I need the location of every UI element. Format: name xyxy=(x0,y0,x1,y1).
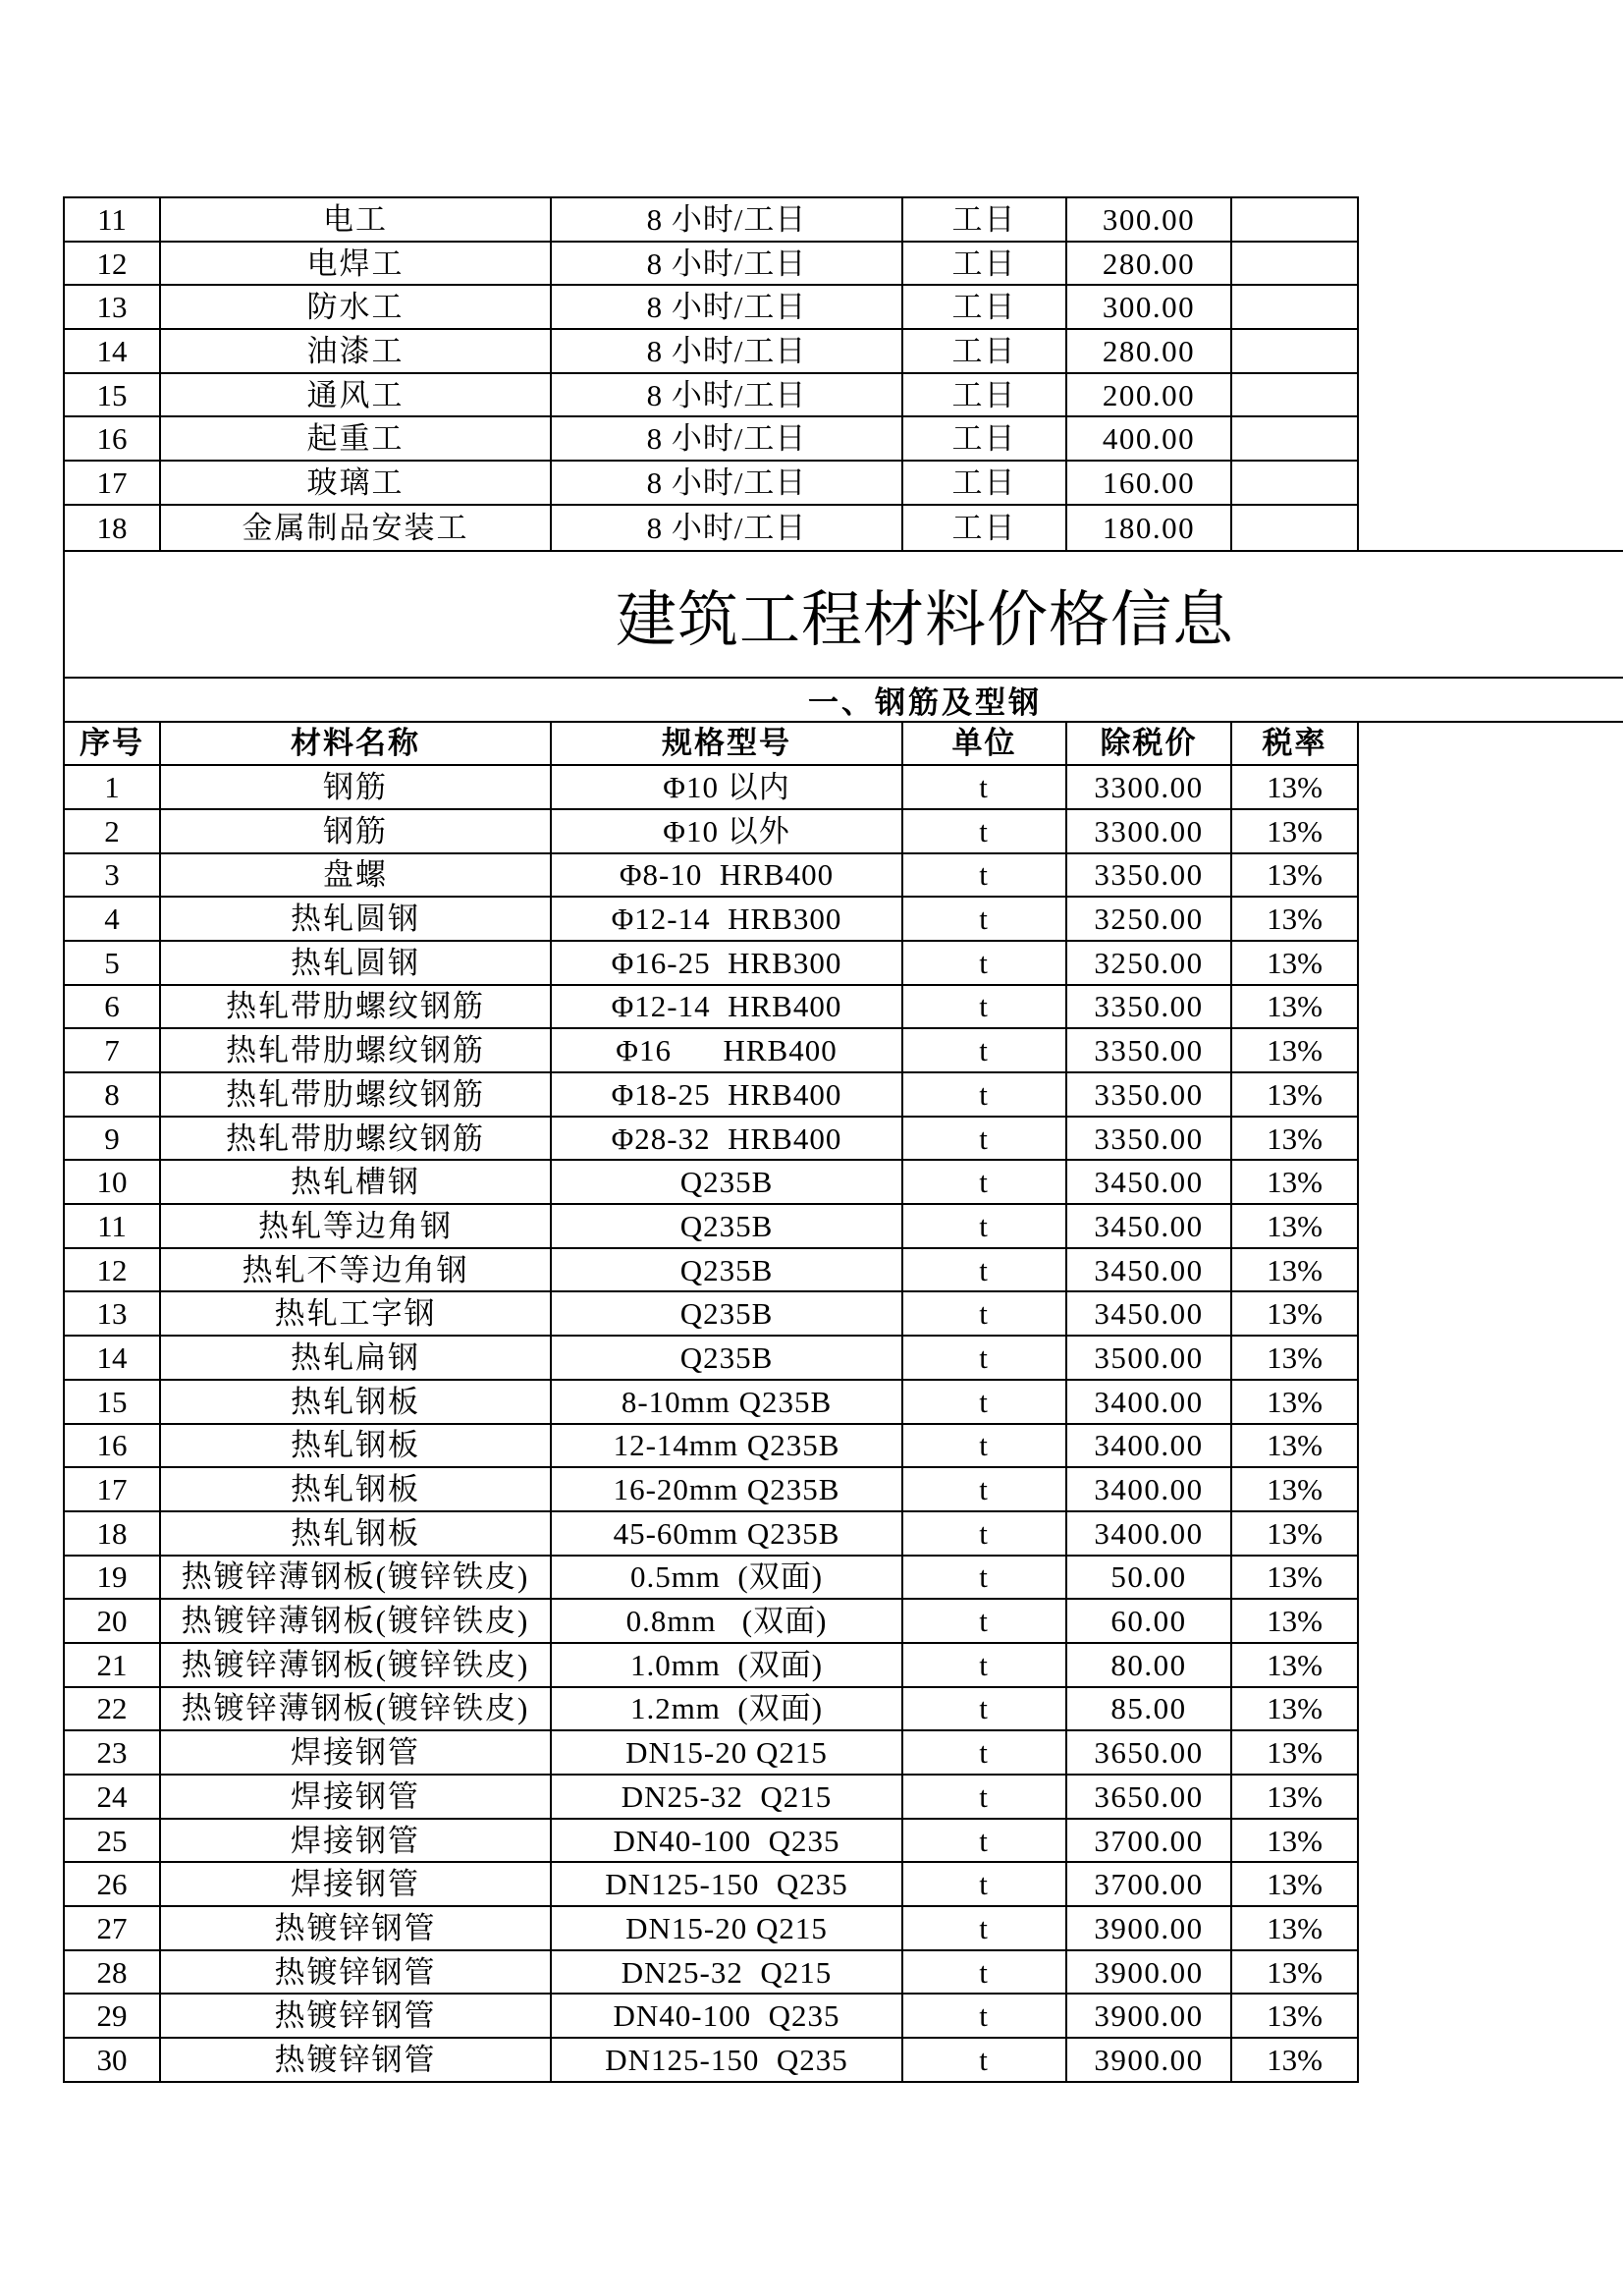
material-row xyxy=(65,1512,1359,1557)
tax-rate xyxy=(1232,198,1359,243)
price: 400.00 xyxy=(1067,417,1232,462)
work-type-name: 电焊工 xyxy=(161,243,552,287)
price: 300.00 xyxy=(1067,286,1232,330)
material-row xyxy=(65,898,1359,942)
spec: Φ18-25 HRB400 xyxy=(552,1073,903,1118)
tax-rate: 13% xyxy=(1232,2039,1359,2083)
unit: 工日 xyxy=(903,506,1067,550)
row-number: 6 xyxy=(65,986,161,1030)
price: 3450.00 xyxy=(1067,1205,1232,1249)
unit: t xyxy=(903,1644,1067,1688)
price: 3650.00 xyxy=(1067,1776,1232,1820)
unit: t xyxy=(903,1249,1067,1293)
material-row xyxy=(65,1951,1359,1995)
material-name: 钢筋 xyxy=(161,810,552,854)
row-number: 30 xyxy=(65,2039,161,2083)
tax-rate: 13% xyxy=(1232,1205,1359,1249)
material-row xyxy=(65,1600,1359,1644)
unit: t xyxy=(903,1995,1067,2039)
material-name: 热轧钢板 xyxy=(161,1381,552,1425)
header-row-number: 序号 xyxy=(65,723,161,767)
tax-rate: 13% xyxy=(1232,986,1359,1030)
price: 3700.00 xyxy=(1067,1820,1232,1864)
spec: 0.5mm (双面) xyxy=(552,1557,903,1601)
labor-row xyxy=(65,243,1359,287)
price: 3900.00 xyxy=(1067,1907,1232,1951)
row-number: 1 xyxy=(65,766,161,810)
price: 3350.00 xyxy=(1067,1029,1232,1073)
price: 280.00 xyxy=(1067,330,1232,374)
tax-rate xyxy=(1232,374,1359,418)
price: 3400.00 xyxy=(1067,1468,1232,1512)
tax-rate: 13% xyxy=(1232,1292,1359,1337)
material-name: 热轧带肋螺纹钢筋 xyxy=(161,1029,552,1073)
spec: 8 小时/工日 xyxy=(552,374,903,418)
material-name: 热镀锌薄钢板(镀锌铁皮) xyxy=(161,1688,552,1732)
material-name: 热轧槽钢 xyxy=(161,1161,552,1205)
spec: DN25-32 Q215 xyxy=(552,1951,903,1995)
tax-rate: 13% xyxy=(1232,1029,1359,1073)
material-name: 热轧钢板 xyxy=(161,1425,552,1469)
work-type-name: 防水工 xyxy=(161,286,552,330)
spec: Φ12-14 HRB300 xyxy=(552,898,903,942)
header-tax-rate: 税率 xyxy=(1232,723,1359,767)
material-name: 热镀锌钢管 xyxy=(161,1907,552,1951)
unit: t xyxy=(903,766,1067,810)
spec: Q235B xyxy=(552,1205,903,1249)
unit: t xyxy=(903,1557,1067,1601)
price: 3500.00 xyxy=(1067,1337,1232,1381)
material-name: 焊接钢管 xyxy=(161,1776,552,1820)
unit: t xyxy=(903,854,1067,899)
header-unit: 单位 xyxy=(903,723,1067,767)
tax-rate xyxy=(1232,330,1359,374)
tax-rate: 13% xyxy=(1232,1951,1359,1995)
row-number: 18 xyxy=(65,1512,161,1557)
labor-row xyxy=(65,198,1359,243)
row-number: 17 xyxy=(65,1468,161,1512)
tax-rate: 13% xyxy=(1232,1425,1359,1469)
material-row xyxy=(65,2039,1359,2083)
row-number: 5 xyxy=(65,942,161,986)
material-price-table xyxy=(63,723,1359,2083)
row-number: 8 xyxy=(65,1073,161,1118)
tax-rate: 13% xyxy=(1232,1731,1359,1776)
row-number: 16 xyxy=(65,1425,161,1469)
price: 3700.00 xyxy=(1067,1863,1232,1907)
tax-rate: 13% xyxy=(1232,898,1359,942)
labor-row xyxy=(65,462,1359,506)
tax-rate: 13% xyxy=(1232,1381,1359,1425)
row-number: 3 xyxy=(65,854,161,899)
tax-rate: 13% xyxy=(1232,1907,1359,1951)
material-row xyxy=(65,766,1359,810)
row-number: 26 xyxy=(65,1863,161,1907)
price: 3350.00 xyxy=(1067,1118,1232,1162)
spec: Q235B xyxy=(552,1337,903,1381)
labor-row xyxy=(65,286,1359,330)
material-row xyxy=(65,1468,1359,1512)
spec: 8 小时/工日 xyxy=(552,286,903,330)
price: 3300.00 xyxy=(1067,810,1232,854)
spec: Φ10 以内 xyxy=(552,766,903,810)
price: 3250.00 xyxy=(1067,942,1232,986)
material-name: 焊接钢管 xyxy=(161,1863,552,1907)
row-number: 13 xyxy=(65,1292,161,1337)
price: 50.00 xyxy=(1067,1557,1232,1601)
section-title: 一、钢筋及型钢 xyxy=(63,679,1623,723)
unit: t xyxy=(903,1337,1067,1381)
row-number: 16 xyxy=(65,417,161,462)
material-name: 热轧圆钢 xyxy=(161,898,552,942)
labor-row xyxy=(65,417,1359,462)
unit: t xyxy=(903,898,1067,942)
price: 3400.00 xyxy=(1067,1425,1232,1469)
material-row xyxy=(65,1073,1359,1118)
tax-rate xyxy=(1232,506,1359,550)
material-name: 热镀锌钢管 xyxy=(161,1995,552,2039)
material-name: 热轧钢板 xyxy=(161,1468,552,1512)
tax-rate: 13% xyxy=(1232,766,1359,810)
row-number: 12 xyxy=(65,1249,161,1293)
tax-rate: 13% xyxy=(1232,1820,1359,1864)
price: 3450.00 xyxy=(1067,1161,1232,1205)
price-document xyxy=(63,196,1623,2083)
spec: Q235B xyxy=(552,1161,903,1205)
spec: DN40-100 Q235 xyxy=(552,1820,903,1864)
material-row xyxy=(65,1644,1359,1688)
unit: t xyxy=(903,986,1067,1030)
material-name: 热轧扁钢 xyxy=(161,1337,552,1381)
unit: t xyxy=(903,1161,1067,1205)
row-number: 28 xyxy=(65,1951,161,1995)
unit: t xyxy=(903,1907,1067,1951)
spec: 8 小时/工日 xyxy=(552,417,903,462)
row-number: 19 xyxy=(65,1557,161,1601)
row-number: 7 xyxy=(65,1029,161,1073)
row-number: 24 xyxy=(65,1776,161,1820)
spec: 0.8mm (双面) xyxy=(552,1600,903,1644)
unit: t xyxy=(903,1688,1067,1732)
unit: 工日 xyxy=(903,330,1067,374)
tax-rate: 13% xyxy=(1232,1337,1359,1381)
unit: 工日 xyxy=(903,374,1067,418)
row-number: 9 xyxy=(65,1118,161,1162)
unit: 工日 xyxy=(903,243,1067,287)
unit: 工日 xyxy=(903,198,1067,243)
price: 300.00 xyxy=(1067,198,1232,243)
row-number: 14 xyxy=(65,1337,161,1381)
spec: Φ12-14 HRB400 xyxy=(552,986,903,1030)
work-type-name: 起重工 xyxy=(161,417,552,462)
row-number: 11 xyxy=(65,198,161,243)
unit: t xyxy=(903,1073,1067,1118)
unit: t xyxy=(903,2039,1067,2083)
unit: t xyxy=(903,1425,1067,1469)
price: 3400.00 xyxy=(1067,1381,1232,1425)
price: 3400.00 xyxy=(1067,1512,1232,1557)
unit: t xyxy=(903,810,1067,854)
price: 3350.00 xyxy=(1067,1073,1232,1118)
spec: DN25-32 Q215 xyxy=(552,1776,903,1820)
material-row xyxy=(65,1029,1359,1073)
work-type-name: 金属制品安装工 xyxy=(161,506,552,550)
row-number: 2 xyxy=(65,810,161,854)
price: 160.00 xyxy=(1067,462,1232,506)
document-title: 建筑工程材料价格信息 xyxy=(63,550,1623,679)
header-material-name: 材料名称 xyxy=(161,723,552,767)
tax-rate: 13% xyxy=(1232,1118,1359,1162)
tax-rate xyxy=(1232,286,1359,330)
labor-row xyxy=(65,330,1359,374)
work-type-name: 油漆工 xyxy=(161,330,552,374)
material-row xyxy=(65,1118,1359,1162)
material-row xyxy=(65,1995,1359,2039)
tax-rate: 13% xyxy=(1232,854,1359,899)
price: 85.00 xyxy=(1067,1688,1232,1732)
material-row xyxy=(65,1381,1359,1425)
material-name: 热镀锌薄钢板(镀锌铁皮) xyxy=(161,1557,552,1601)
unit: t xyxy=(903,1863,1067,1907)
unit: t xyxy=(903,1292,1067,1337)
row-number: 13 xyxy=(65,286,161,330)
spec: Q235B xyxy=(552,1292,903,1337)
material-row xyxy=(65,1731,1359,1776)
spec: DN15-20 Q215 xyxy=(552,1731,903,1776)
material-name: 热镀锌钢管 xyxy=(161,2039,552,2083)
price: 80.00 xyxy=(1067,1644,1232,1688)
tax-rate: 13% xyxy=(1232,1073,1359,1118)
material-row xyxy=(65,810,1359,854)
row-number: 15 xyxy=(65,374,161,418)
material-name: 热轧带肋螺纹钢筋 xyxy=(161,1118,552,1162)
material-name: 热轧等边角钢 xyxy=(161,1205,552,1249)
material-row xyxy=(65,1292,1359,1337)
unit: t xyxy=(903,1029,1067,1073)
spec: DN15-20 Q215 xyxy=(552,1907,903,1951)
material-name: 热轧圆钢 xyxy=(161,942,552,986)
tax-rate: 13% xyxy=(1232,1468,1359,1512)
tax-rate: 13% xyxy=(1232,942,1359,986)
tax-rate: 13% xyxy=(1232,1863,1359,1907)
row-number: 14 xyxy=(65,330,161,374)
spec: Φ16 HRB400 xyxy=(552,1029,903,1073)
material-row xyxy=(65,1776,1359,1820)
material-name: 焊接钢管 xyxy=(161,1820,552,1864)
price: 3350.00 xyxy=(1067,986,1232,1030)
row-number: 25 xyxy=(65,1820,161,1864)
spec: 45-60mm Q235B xyxy=(552,1512,903,1557)
price: 3300.00 xyxy=(1067,766,1232,810)
tax-rate: 13% xyxy=(1232,1688,1359,1732)
tax-rate: 13% xyxy=(1232,810,1359,854)
spec: Φ28-32 HRB400 xyxy=(552,1118,903,1162)
unit: 工日 xyxy=(903,286,1067,330)
material-row xyxy=(65,1557,1359,1601)
unit: 工日 xyxy=(903,417,1067,462)
tax-rate: 13% xyxy=(1232,1557,1359,1601)
unit: t xyxy=(903,1951,1067,1995)
row-number: 15 xyxy=(65,1381,161,1425)
unit: t xyxy=(903,1205,1067,1249)
tax-rate: 13% xyxy=(1232,1512,1359,1557)
row-number: 23 xyxy=(65,1731,161,1776)
work-type-name: 玻璃工 xyxy=(161,462,552,506)
unit: t xyxy=(903,1600,1067,1644)
price: 60.00 xyxy=(1067,1600,1232,1644)
labor-price-table xyxy=(63,196,1359,550)
unit: t xyxy=(903,942,1067,986)
tax-rate xyxy=(1232,417,1359,462)
row-number: 18 xyxy=(65,506,161,550)
unit: t xyxy=(903,1820,1067,1864)
price: 3450.00 xyxy=(1067,1249,1232,1293)
material-row xyxy=(65,1205,1359,1249)
material-name: 热轧不等边角钢 xyxy=(161,1249,552,1293)
unit: t xyxy=(903,1776,1067,1820)
material-name: 热轧带肋螺纹钢筋 xyxy=(161,986,552,1030)
spec: 8-10mm Q235B xyxy=(552,1381,903,1425)
price: 180.00 xyxy=(1067,506,1232,550)
work-type-name: 通风工 xyxy=(161,374,552,418)
material-name: 热镀锌薄钢板(镀锌铁皮) xyxy=(161,1600,552,1644)
header-price: 除税价 xyxy=(1067,723,1232,767)
spec: Φ16-25 HRB300 xyxy=(552,942,903,986)
material-name: 盘螺 xyxy=(161,854,552,899)
labor-row xyxy=(65,506,1359,550)
spec: DN40-100 Q235 xyxy=(552,1995,903,2039)
price: 3900.00 xyxy=(1067,1951,1232,1995)
spec: DN125-150 Q235 xyxy=(552,1863,903,1907)
tax-rate: 13% xyxy=(1232,1161,1359,1205)
material-row xyxy=(65,854,1359,899)
spec: 8 小时/工日 xyxy=(552,330,903,374)
tax-rate xyxy=(1232,462,1359,506)
material-name: 热轧工字钢 xyxy=(161,1292,552,1337)
unit: 工日 xyxy=(903,462,1067,506)
price: 3350.00 xyxy=(1067,854,1232,899)
spec: Φ10 以外 xyxy=(552,810,903,854)
tax-rate: 13% xyxy=(1232,1776,1359,1820)
work-type-name: 电工 xyxy=(161,198,552,243)
unit: t xyxy=(903,1381,1067,1425)
spec: 8 小时/工日 xyxy=(552,462,903,506)
price: 200.00 xyxy=(1067,374,1232,418)
material-row xyxy=(65,1688,1359,1732)
spec: Φ8-10 HRB400 xyxy=(552,854,903,899)
row-number: 17 xyxy=(65,462,161,506)
unit: t xyxy=(903,1731,1067,1776)
material-row xyxy=(65,1425,1359,1469)
material-row xyxy=(65,1820,1359,1864)
price: 3900.00 xyxy=(1067,2039,1232,2083)
price: 3900.00 xyxy=(1067,1995,1232,2039)
spec: 8 小时/工日 xyxy=(552,506,903,550)
material-row xyxy=(65,1907,1359,1951)
material-name: 热镀锌钢管 xyxy=(161,1951,552,1995)
unit: t xyxy=(903,1118,1067,1162)
price: 3650.00 xyxy=(1067,1731,1232,1776)
row-number: 21 xyxy=(65,1644,161,1688)
row-number: 27 xyxy=(65,1907,161,1951)
material-name: 焊接钢管 xyxy=(161,1731,552,1776)
material-row xyxy=(65,1161,1359,1205)
material-name: 钢筋 xyxy=(161,766,552,810)
price: 3450.00 xyxy=(1067,1292,1232,1337)
spec: 1.2mm (双面) xyxy=(552,1688,903,1732)
tax-rate: 13% xyxy=(1232,1644,1359,1688)
material-row xyxy=(65,1337,1359,1381)
spec: 8 小时/工日 xyxy=(552,198,903,243)
tax-rate xyxy=(1232,243,1359,287)
spec: 12-14mm Q235B xyxy=(552,1425,903,1469)
material-row xyxy=(65,942,1359,986)
tax-rate: 13% xyxy=(1232,1249,1359,1293)
row-number: 4 xyxy=(65,898,161,942)
price: 280.00 xyxy=(1067,243,1232,287)
row-number: 12 xyxy=(65,243,161,287)
header-spec: 规格型号 xyxy=(552,723,903,767)
spec: 1.0mm (双面) xyxy=(552,1644,903,1688)
material-name: 热镀锌薄钢板(镀锌铁皮) xyxy=(161,1644,552,1688)
table-header-row xyxy=(65,723,1359,767)
spec: 16-20mm Q235B xyxy=(552,1468,903,1512)
material-name: 热轧带肋螺纹钢筋 xyxy=(161,1073,552,1118)
material-row xyxy=(65,1249,1359,1293)
spec: 8 小时/工日 xyxy=(552,243,903,287)
row-number: 11 xyxy=(65,1205,161,1249)
labor-row xyxy=(65,374,1359,418)
row-number: 20 xyxy=(65,1600,161,1644)
unit: t xyxy=(903,1468,1067,1512)
tax-rate: 13% xyxy=(1232,1995,1359,2039)
row-number: 29 xyxy=(65,1995,161,2039)
row-number: 10 xyxy=(65,1161,161,1205)
unit: t xyxy=(903,1512,1067,1557)
tax-rate: 13% xyxy=(1232,1600,1359,1644)
spec: Q235B xyxy=(552,1249,903,1293)
material-row xyxy=(65,986,1359,1030)
price: 3250.00 xyxy=(1067,898,1232,942)
material-name: 热轧钢板 xyxy=(161,1512,552,1557)
spec: DN125-150 Q235 xyxy=(552,2039,903,2083)
material-row xyxy=(65,1863,1359,1907)
row-number: 22 xyxy=(65,1688,161,1732)
